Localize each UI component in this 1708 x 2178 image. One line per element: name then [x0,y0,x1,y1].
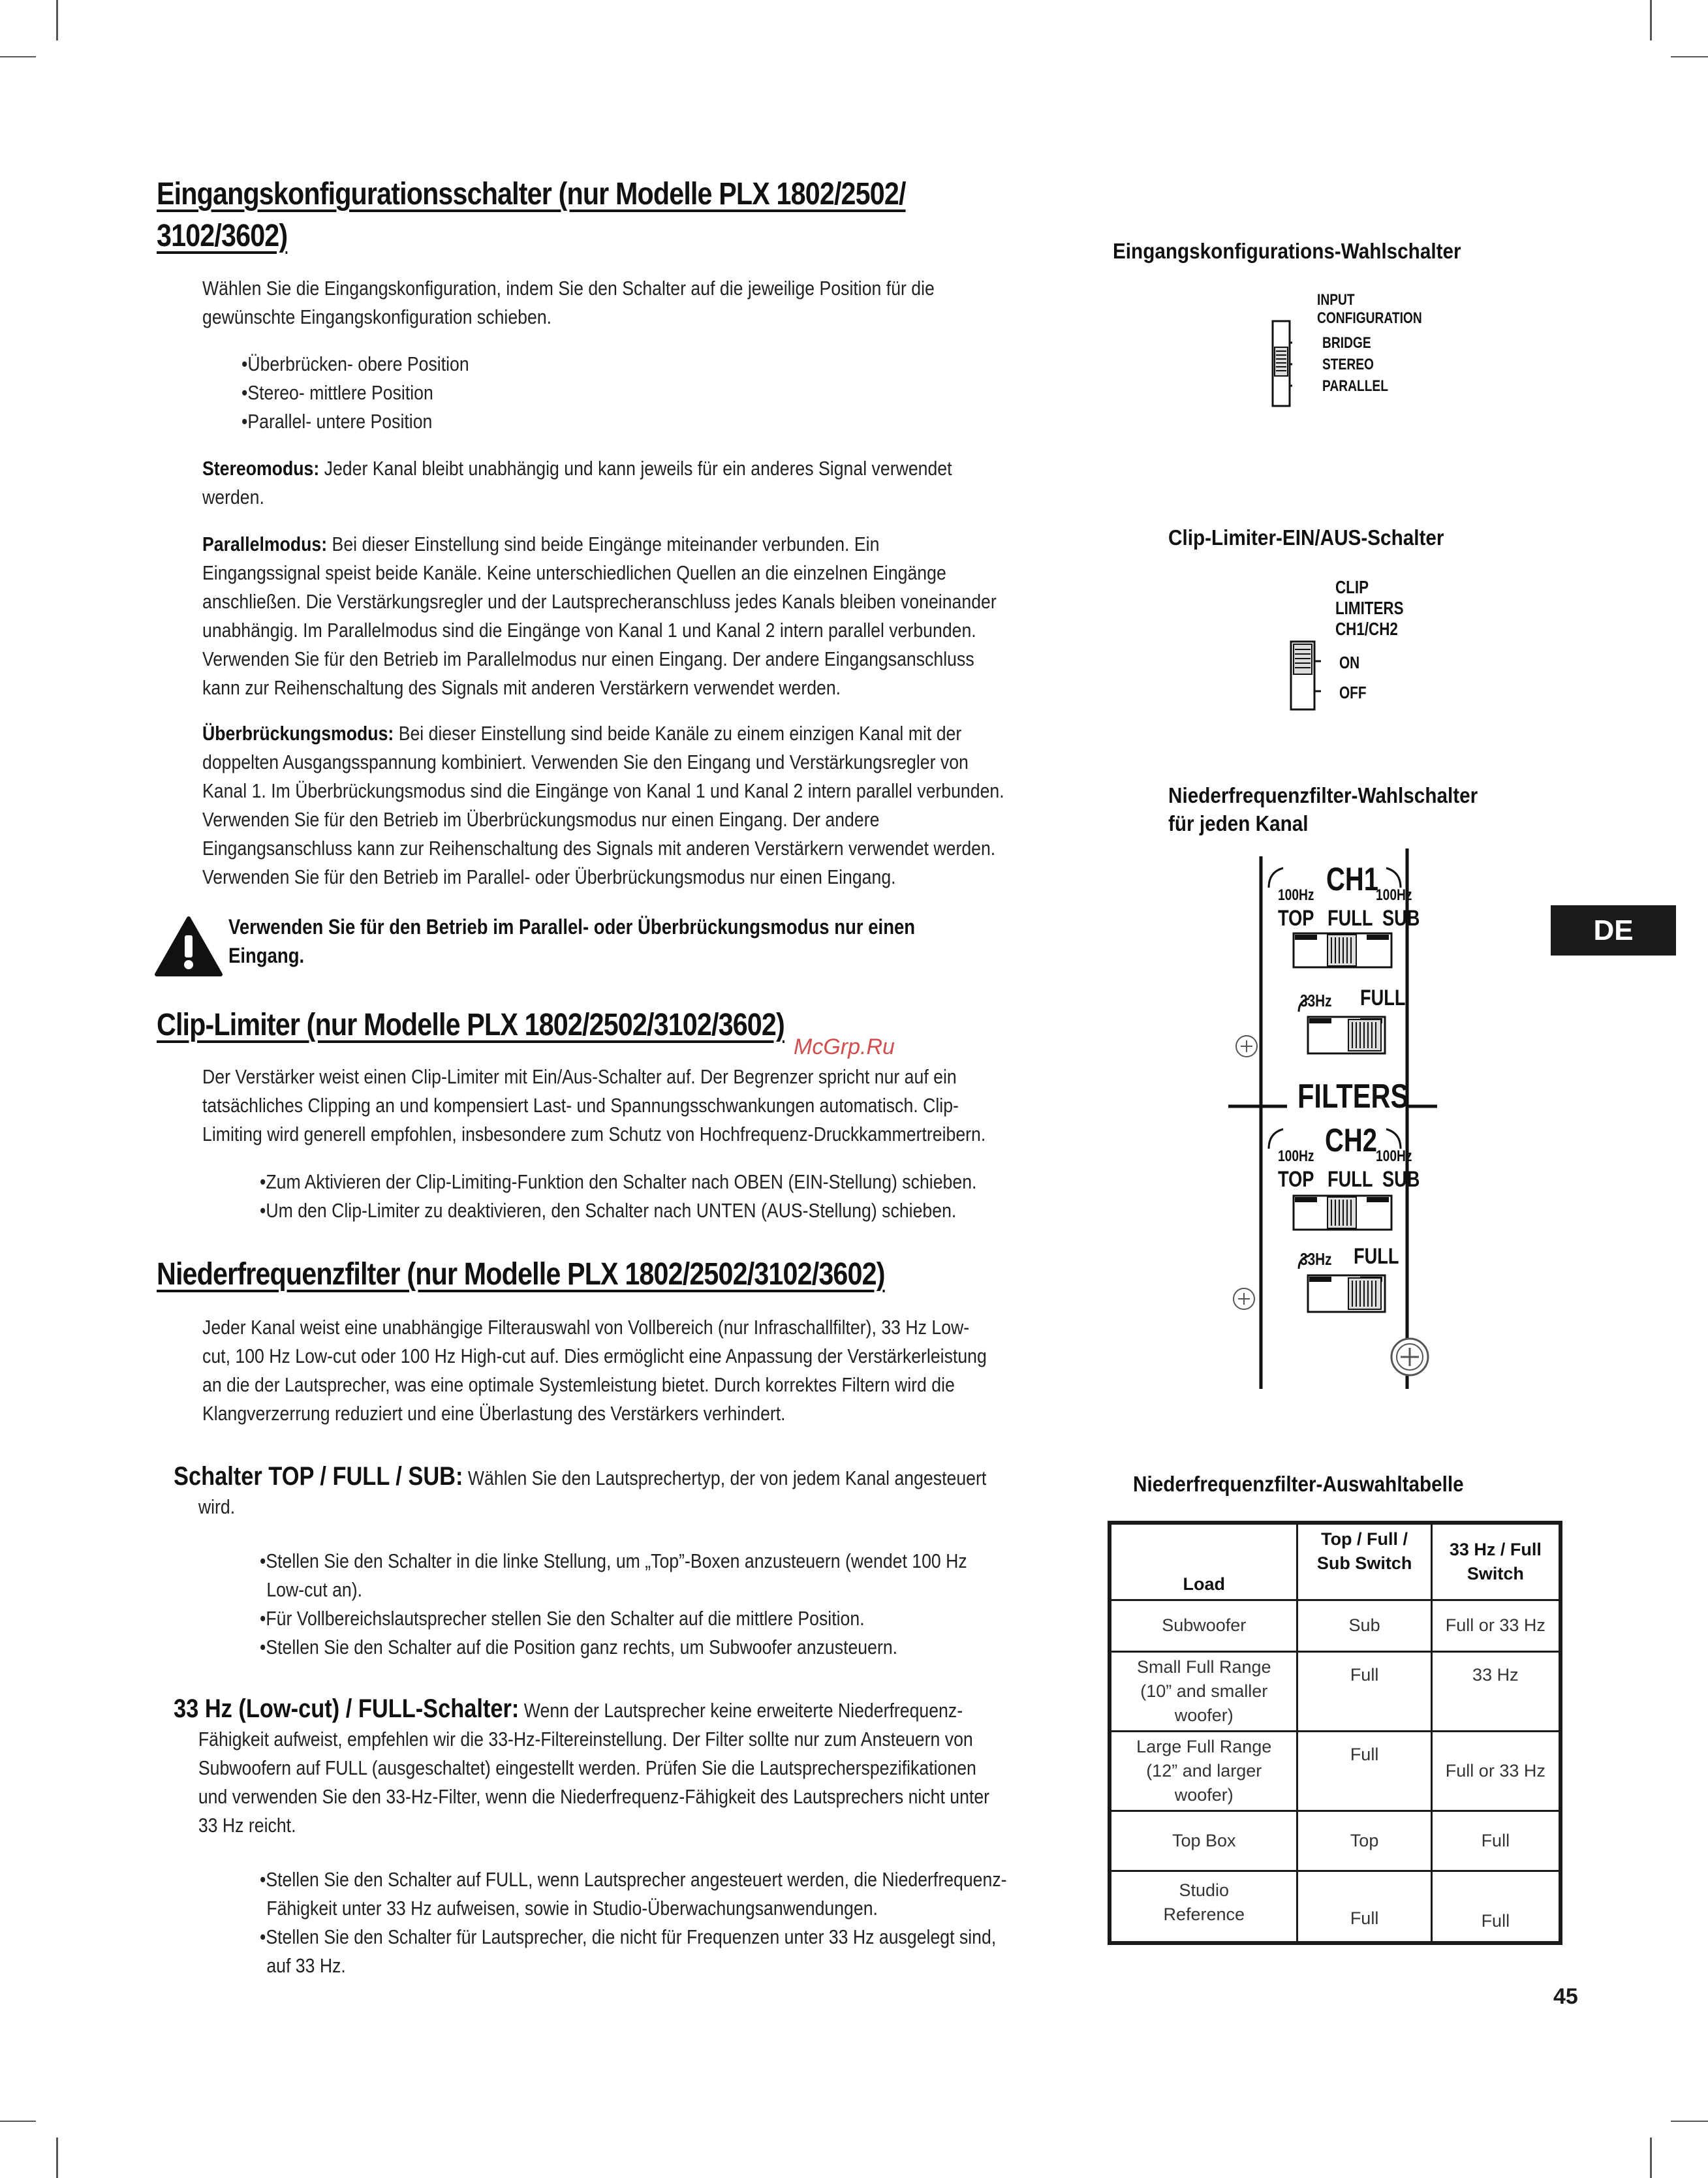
list-item: •Um den Clip-Limiter zu deaktivieren, den Schalter nach UNTEN (AUS-Stellung) schieben. [260,1199,957,1222]
cell-tfs: Full [1297,1871,1431,1943]
input-config-switch-graphic [1266,287,1292,409]
filter-100hz-left: 100Hz [1278,1147,1314,1165]
figure-caption: für jeden Kanal [1168,811,1309,835]
crop-mark [1650,0,1652,40]
term-label: 33 Hz (Low-cut) / FULL-Schalter: [174,1694,520,1723]
column-header-tfs: Top / Full / Sub Switch [1297,1523,1431,1600]
list-item: auf 33 Hz. [266,1954,346,1977]
warning-icon [154,916,223,977]
filter-sub-label: SUB [1382,906,1420,931]
cell-text: (10” and smaller woofer) [1140,1681,1268,1725]
term-label: Stereomodus: [202,457,320,480]
table-header-row [1110,1523,1560,1600]
cell-tfs: Top [1297,1811,1431,1871]
text-line: Verwenden Sie für den Betrieb im Parallelmodus nur einen Eingang. Der andere Eingangsanschluss [202,647,974,670]
figure-caption: Niederfrequenzfilter-Wahlschalter [1168,783,1478,807]
text-line: cut, 100 Hz Low-cut oder 100 Hz High-cut auf. Dies ermöglicht eine Anpassung der Verstärkerleistung [202,1345,987,1367]
column-header-load: Load [1110,1523,1297,1600]
filter-full2-label: FULL [1354,1244,1399,1269]
cell-tfs: Full [1297,1651,1431,1731]
paragraph [202,1063,986,1149]
text-line: Verwenden Sie für den Betrieb im Überbrückungsmodus nur einen Eingang. Der andere [202,808,880,831]
list-item: •Für Vollbereichslautsprecher stellen Sie den Schalter auf die mittlere Position. [260,1607,865,1630]
text-line: Wählen Sie die Eingangskonfiguration, indem Sie den Schalter auf die jeweilige Position für die [202,277,935,300]
cell-33hz: Full or 33 Hz [1431,1600,1560,1651]
cell-33hz: 33 Hz [1431,1651,1560,1731]
channel-label-ch2: CH2 [1325,1122,1378,1159]
cell-tfs: Sub [1297,1600,1431,1651]
cell-tfs: Full [1297,1731,1431,1811]
channel-label-ch1: CH1 [1326,861,1379,897]
filters-label: FILTERS [1297,1078,1409,1115]
cell-load [1110,1871,1297,1943]
text-line: Klangverzerrung reduziert und eine Überlastung des Verstärkers verhindert. [202,1402,786,1425]
section-heading-lf-filter: Niederfrequenzfilter (nur Modelle PLX 1802/2502/3102/3602) [157,1257,885,1292]
bullet-list [260,1168,976,1225]
table-caption: Niederfrequenzfilter-Auswahltabelle [1133,1472,1464,1496]
text-line: tatsächliches Clipping an und kompensiert Last- und Spannungsschwankungen automatisch. Clip- [202,1094,959,1117]
cell-text: Subwoofer [1162,1615,1247,1635]
filter-full2-label: FULL [1360,986,1406,1010]
list-item: •Parallel- untere Position [241,410,433,433]
cell-33hz: Full or 33 Hz [1431,1731,1560,1811]
filter-33hz-label: 33Hz [1300,1249,1332,1269]
table-row [1110,1651,1560,1731]
text-line: kann zur Reihenschaltung des Signals mit anderen Verstärkern verwendet werden. [202,676,841,699]
list-item: Fähigkeit unter 33 Hz aufweisen, sowie in Studio-Überwachungsanwendungen. [266,1897,878,1920]
term-label: Schalter TOP / FULL / SUB: [174,1462,463,1491]
list-item: •Überbrücken- obere Position [241,352,469,375]
text-line: unabhängig. Im Parallelmodus sind die Eingänge von Kanal 1 und Kanal 2 intern parallel verbunden. [202,619,976,642]
switch-position-on: ON [1339,653,1360,672]
paragraph-33hz-switch [174,1694,989,1840]
filter-full-label: FULL [1328,906,1373,931]
text-line: Eingangssignal speist beide Kanäle. Keine unterschiedlichen Quellen an die einzelnen Eingänge [202,561,946,584]
text-line: werden. [202,486,264,508]
filter-100hz-right: 100Hz [1376,886,1412,904]
text-line: wird. [198,1495,236,1518]
text-line: Verwenden Sie für den Betrieb im Parallel- oder Überbrückungsmodus nur einen Eingang. [202,865,896,888]
list-item: •Stellen Sie den Schalter auf die Position ganz rechts, um Subwoofer anzusteuern. [260,1636,898,1658]
filter-100hz-left: 100Hz [1278,886,1314,904]
cell-text: (12” and larger woofer) [1146,1760,1262,1805]
switch-title: INPUT [1317,291,1355,309]
list-item: •Stereo- mittlere Position [241,381,433,404]
text-line: Jeder Kanal weist eine unabhängige Filterauswahl von Vollbereich (nur Infraschallfilter), 33 Hz Low- [202,1316,970,1339]
paragraph-parallel [202,530,997,702]
table-row [1110,1811,1560,1871]
watermark: McGrp.Ru [794,1035,895,1059]
section-heading-input-config: Eingangskonfigurationsschalter (nur Modelle PLX 1802/2502/ [157,177,906,211]
text-line: Jeder Kanal bleibt unabhängig und kann jeweils für ein anderes Signal verwendet [319,457,952,480]
table-row [1110,1731,1560,1811]
page-number: 45 [1553,1984,1578,2009]
paragraph [202,274,935,332]
text-line: an die der Lautsprecher, was eine optimale Systemleistung bietet. Durch korrektes Filtern wird die [202,1373,955,1396]
cell-33hz: Full [1431,1871,1560,1943]
cell-load [1110,1731,1297,1811]
text-line: Limiting wird generell empfohlen, insbesondere zum Schutz von Hochfrequenz-Druckkammertreibern. [202,1123,986,1145]
text-line: gewünschte Eingangskonfiguration schieben. [202,305,552,328]
paragraph-bridge [202,719,1004,892]
crop-mark [1671,2121,1708,2122]
bullet-list [260,1865,1007,1980]
paragraph-stereo [202,454,952,512]
warning-text [228,912,915,970]
switch-title: CH1/CH2 [1335,619,1398,639]
bullet-list [260,1547,967,1662]
text-line: Wenn der Lautsprecher keine erweiterte Niederfrequenz- [519,1699,963,1722]
text-line: Verwenden Sie für den Betrieb im Parallel- oder Überbrückungsmodus nur einen [228,915,916,939]
cell-text: Top Box [1172,1830,1236,1850]
list-item: •Zum Aktivieren der Clip-Limiting-Funktion den Schalter nach OBEN (EIN-Stellung) schieben. [260,1170,977,1193]
filter-100hz-right: 100Hz [1376,1147,1412,1165]
cell-load [1110,1811,1297,1871]
filter-sub-label: SUB [1382,1167,1420,1192]
crop-mark [0,2121,36,2122]
cell-text: Large Full Range [1136,1736,1272,1756]
column-header-33hz: 33 Hz / Full Switch [1431,1523,1560,1600]
text-line: 33 Hz reicht. [198,1814,296,1837]
language-tab: DE [1551,905,1676,956]
switch-position-off: OFF [1339,683,1367,702]
table-row [1110,1600,1560,1651]
switch-title: LIMITERS [1335,598,1404,618]
list-item: •Stellen Sie den Schalter in die linke Stellung, um „Top”-Boxen anzusteuern (wendet 100 Hz [260,1549,967,1572]
switch-title: CONFIGURATION [1317,309,1422,327]
figure-caption: Clip-Limiter-EIN/AUS-Schalter [1168,525,1444,550]
text-line: Subwoofern auf FULL (ausgeschaltet) eingestellt werden. Prüfen Sie die Lautsprecherspezifikationen [198,1756,976,1779]
text-line: Kanal 1. Im Überbrückungsmodus sind die Eingänge von Kanal 1 und Kanal 2 intern parallel verbunden. [202,779,1004,802]
list-item: Low-cut an). [266,1578,363,1601]
cell-load [1110,1651,1297,1731]
list-item: •Stellen Sie den Schalter für Lautsprecher, die nicht für Frequenzen unter 33 Hz ausgelegt sind, [260,1925,997,1948]
switch-title: CLIP [1335,577,1369,597]
text-line: Fähigkeit aufweist, empfehlen wir die 33-Hz-Filtereinstellung. Der Filter sollte nur zum Ansteuern von [198,1728,973,1750]
clip-limiter-switch-graphic [1283,636,1322,715]
filter-full-label: FULL [1328,1167,1373,1192]
crop-mark [56,0,58,40]
text-line: anschließen. Die Verstärkungsregler und der Lautsprecheranschluss jedes Kanals bleiben voneinander [202,590,997,613]
section-heading-clip-limiter: Clip-Limiter (nur Modelle PLX 1802/2502/3102/3602) [157,1008,784,1042]
text-line: Bei dieser Einstellung sind beide Eingänge miteinander verbunden. Ein [327,533,880,555]
term-label: Überbrückungsmodus: [202,722,394,745]
section-heading-input-config-cont: 3102/3602) [157,219,288,253]
switch-position-bridge: BRIDGE [1322,334,1371,352]
text-line: Wählen Sie den Lautsprechertyp, der von jedem Kanal angesteuert [463,1467,987,1489]
text-line: Bei dieser Einstellung sind beide Kanäle zu einem einzigen Kanal mit der [394,722,962,745]
crop-mark [0,56,36,57]
cell-load [1110,1600,1297,1651]
text-line: Eingangsanschluss kann zur Reihenschaltung des Signals mit anderen Verstärkern verwendet werden. [202,837,996,860]
text-line: doppelten Ausgangsspannung kombiniert. Verwenden Sie den Eingang und Verstärkungsregler von [202,751,969,773]
paragraph [202,1313,987,1428]
crop-mark [56,2138,58,2178]
crop-mark [1671,56,1708,57]
text-line: Der Verstärker weist einen Clip-Limiter mit Ein/Aus-Schalter auf. Der Begrenzer spricht nur auf ein [202,1065,957,1088]
filter-top-label: TOP [1278,906,1314,931]
list-item: •Stellen Sie den Schalter auf FULL, wenn Lautsprecher angesteuert werden, die Niederfrequenz- [260,1868,1007,1891]
filter-33hz-label: 33Hz [1300,991,1332,1010]
switch-position-stereo: STEREO [1322,356,1374,373]
bullet-list [241,350,469,436]
text-line: Eingang. [228,944,305,967]
paragraph-tfs-switch [174,1462,986,1521]
term-label: Parallelmodus: [202,533,328,555]
filter-top-label: TOP [1278,1167,1314,1192]
switch-position-parallel: PARALLEL [1322,377,1388,395]
cell-33hz: Full [1431,1811,1560,1871]
cell-text: Reference [1163,1904,1245,1924]
cell-text: Studio [1179,1880,1230,1900]
table-row [1110,1871,1560,1943]
figure-caption: Eingangskonfigurations-Wahlschalter [1113,239,1461,263]
lf-filter-table [1108,1521,1562,1945]
cell-text: Small Full Range [1136,1657,1271,1677]
text-line: und verwenden Sie den 33-Hz-Filter, wenn die Niederfrequenz-Fähigkeit des Lautsprechers nicht unter [198,1785,990,1808]
crop-mark [1650,2138,1652,2178]
